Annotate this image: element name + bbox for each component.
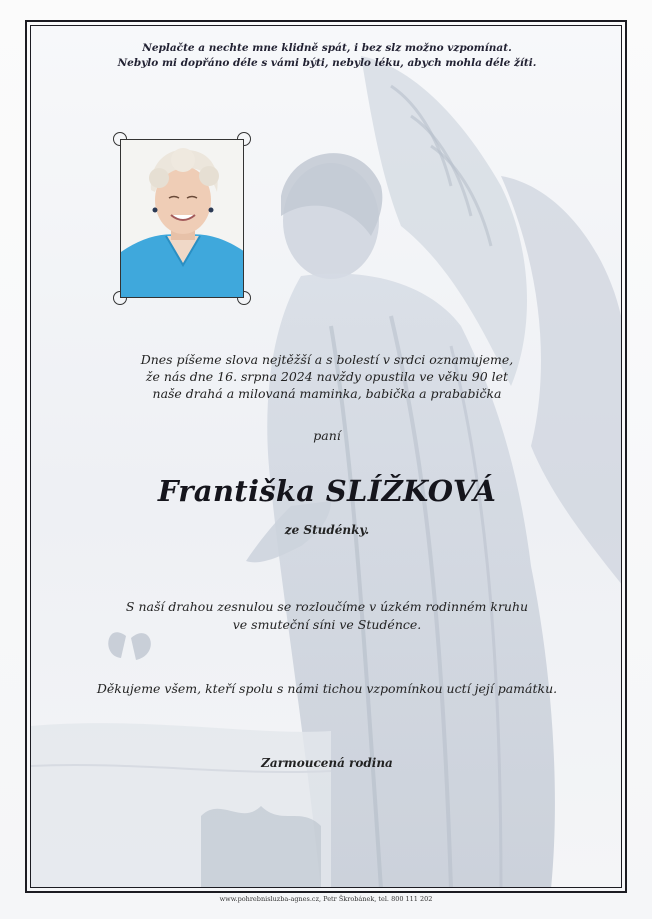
portrait-photo xyxy=(120,139,244,298)
motto-line: Neplačte a nechte mne klidně spát, i bez slz možno vzpomínat. xyxy=(142,42,512,54)
announcement-text xyxy=(31,351,622,402)
funeral-line: ve smuteční síni ve Studénce. xyxy=(232,617,422,632)
inner-border xyxy=(30,25,622,888)
last-name: SLÍŽKOVÁ xyxy=(325,474,497,508)
motto-line: Nebylo mi dopřáno déle s vámi býti, nebylo léku, abych mohla déle žíti. xyxy=(117,57,537,69)
deceased-name xyxy=(31,474,622,508)
funeral-info xyxy=(31,598,622,634)
portrait-illustration xyxy=(121,140,244,298)
honorific: paní xyxy=(313,428,341,443)
signature: Zarmoucená rodina xyxy=(261,756,393,770)
portrait-frame xyxy=(117,136,247,301)
announcement-line: naše drahá a milovaná maminka, babička a prababička xyxy=(152,386,502,401)
motto-verse xyxy=(31,41,622,71)
funeral-line: S naší drahou zesnulou se rozloučíme v úzkém rodinném kruhu xyxy=(125,599,529,614)
deceased-origin: ze Studénky. xyxy=(284,523,370,537)
announcement-line: Dnes píšeme slova nejtěžší a s bolestí v srdci oznamujeme, xyxy=(140,352,514,367)
announcement-line: že nás dne 16. srpna 2024 navždy opustila ve věku 90 let xyxy=(145,369,509,384)
first-name: Františka xyxy=(157,474,316,508)
footer-credit: www.pohrebnisluzba-agnes.cz, Petr Škrobánek, tel. 800 111 202 xyxy=(219,895,433,903)
thanks-text: Děkujeme všem, kteří spolu s námi tichou vzpomínkou uctí její památku. xyxy=(96,681,558,696)
